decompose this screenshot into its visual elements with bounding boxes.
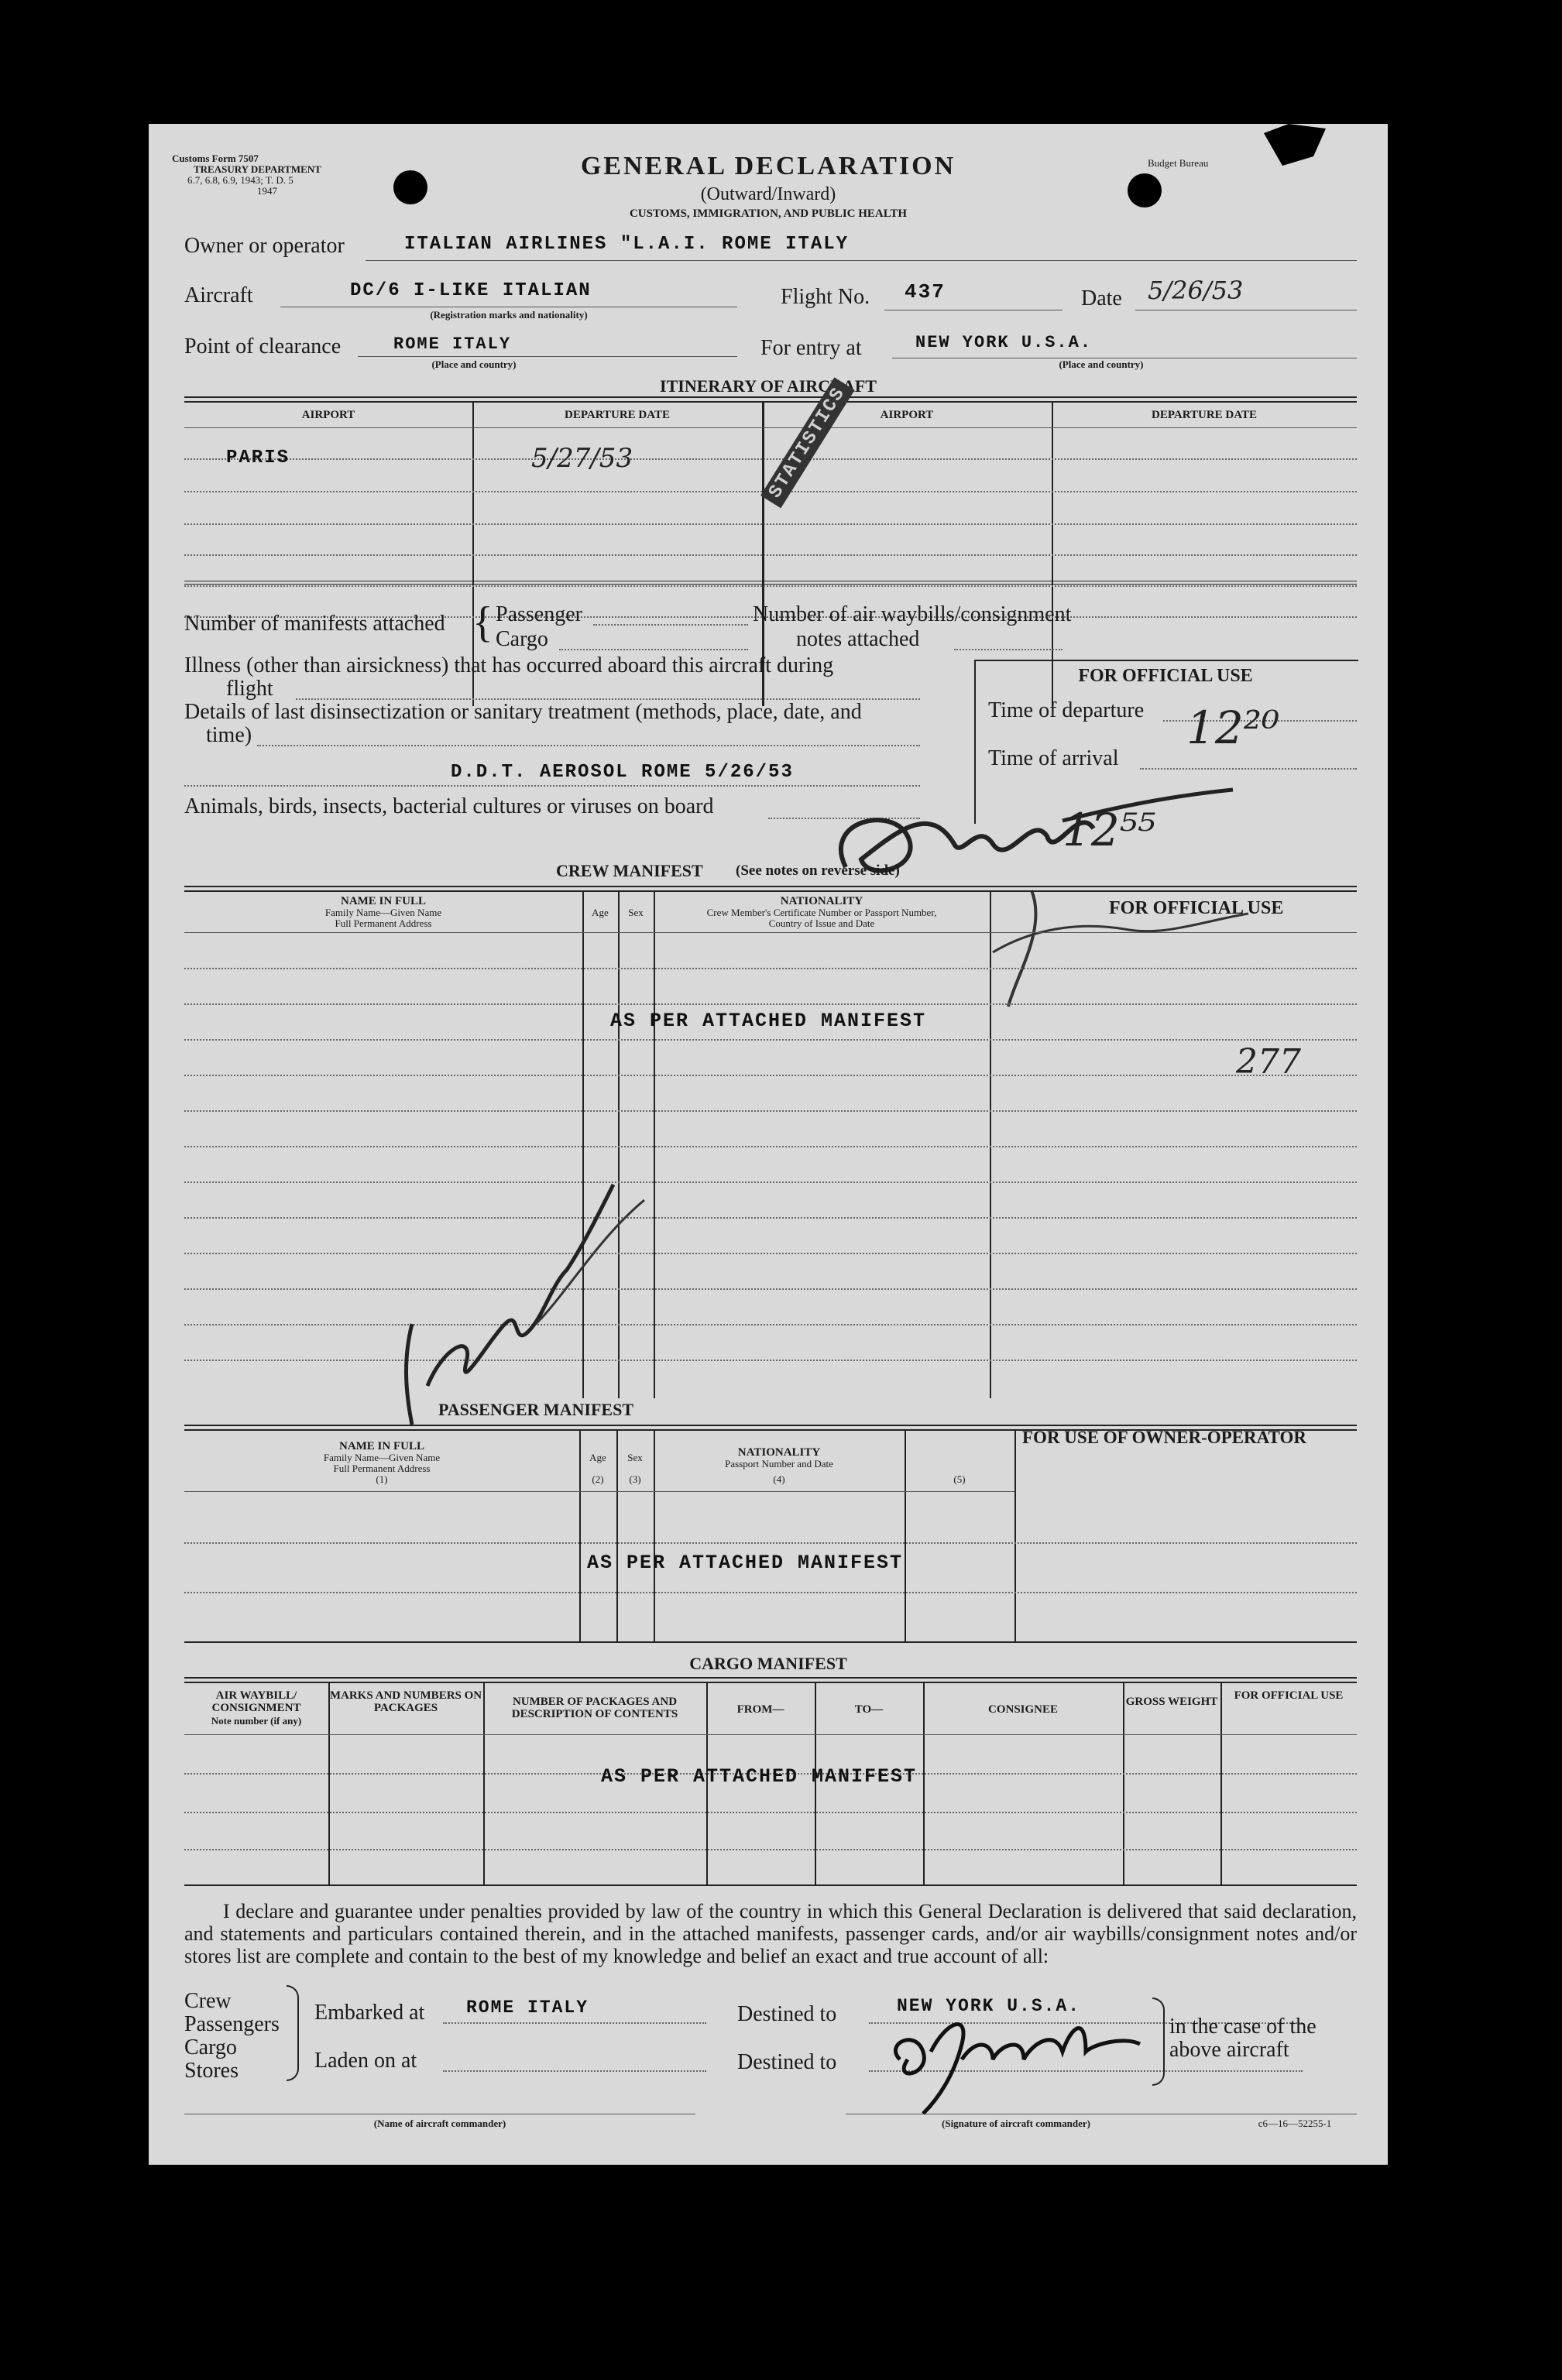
date-value: 5/26/53 — [1148, 276, 1244, 305]
time-arrival-label: Time of arrival — [988, 746, 1119, 770]
cargo-col-consignee: CONSIGNEE — [987, 1703, 1059, 1716]
pax-col-name-2: Family Name—Given Name — [323, 1452, 441, 1463]
itin-header-date-1: DEPARTURE DATE — [564, 409, 670, 421]
pax-col-n1: (1) — [376, 1473, 388, 1485]
official-use-title: FOR OFFICIAL USE — [1078, 666, 1253, 686]
punch-hole-left — [393, 170, 427, 204]
form-code: c6—16—52255-1 — [1258, 2118, 1332, 2129]
cargo-col-waybill-note: Note number (if any) — [211, 1715, 302, 1727]
declaration-form — [149, 124, 1388, 2165]
cargo-col-description: NUMBER OF PACKAGES AND DESCRIPTION OF CONTENTS — [511, 1696, 678, 1720]
pax-col-nat-2: Passport Number and Date — [725, 1458, 833, 1469]
name-note: (Name of aircraft commander) — [373, 2118, 506, 2129]
owner-value: ITALIAN AIRLINES "L.A.I. ROME ITALY — [404, 234, 850, 255]
crew-count: 277 — [1236, 1042, 1301, 1082]
date-label: Date — [1081, 286, 1122, 310]
handwritten-initials — [799, 774, 1388, 1177]
disinsect-label-2: time) — [206, 723, 252, 747]
form-id: Customs Form 7507 — [172, 153, 259, 164]
clearance-label: Point of clearance — [184, 334, 342, 358]
itin-header-date-2: DEPARTURE DATE — [1151, 409, 1257, 421]
stores-label: Stores — [184, 2059, 239, 2083]
manifests-label: Number of manifests attached — [184, 612, 445, 636]
crew-col-age: Age — [592, 907, 609, 918]
in-case-label: in the case of the — [1169, 2015, 1317, 2039]
illness-label-2: flight — [226, 677, 273, 701]
cargo-col-to: TO— — [854, 1703, 884, 1716]
time-arrival-value: 12⁵⁵ — [1063, 804, 1156, 856]
waybills-label-2: notes attached — [796, 627, 920, 651]
crew-col-nat-3: Country of Issue and Date — [768, 917, 875, 929]
pax-col-sex: Sex — [627, 1452, 643, 1463]
crew-title: CREW MANIFEST — [556, 861, 703, 880]
pax-col-nat: NATIONALITY — [737, 1446, 821, 1459]
aircraft-value: DC/6 I-LIKE ITALIAN — [350, 280, 592, 301]
pax-col-n2: (2) — [592, 1473, 604, 1485]
entry-note: (Place and country) — [1059, 358, 1144, 370]
handwritten-crew-note — [381, 1092, 660, 1448]
laden-label: Laden on at — [314, 2049, 417, 2073]
commander-signature — [877, 1998, 1155, 2121]
pax-entry: AS PER ATTACHED MANIFEST — [587, 1552, 904, 1574]
pax-col-name: NAME IN FULL — [338, 1440, 424, 1452]
cargo-col-waybill: AIR WAYBILL/ CONSIGNMENT — [211, 1689, 301, 1714]
pax-col-n5: (5) — [953, 1473, 966, 1485]
itinerary-title: ITINERARY OF AIRCRAFT — [660, 376, 877, 396]
cargo-label: Cargo — [496, 627, 548, 651]
form-title: GENERAL DECLARATION — [580, 152, 956, 180]
passenger-label: Passenger — [496, 602, 582, 626]
entry-label: For entry at — [760, 336, 862, 360]
cargo-col-official: FOR OFFICIAL USE — [1234, 1689, 1344, 1702]
disinsect-label: Details of last disinsectization or sanitary treatment (methods, place, date, and — [184, 700, 862, 724]
pax-col-name-3: Full Permanent Address — [333, 1463, 431, 1474]
destined-value: NEW YORK U.S.A. — [897, 1996, 1081, 2016]
itin-row1-airport: PARIS — [226, 448, 290, 468]
article-line: 6.7, 6.8, 6.9, 1943; T. D. 5 — [187, 174, 294, 186]
crew-label: Crew — [184, 1989, 232, 2013]
itin-header-airport-1: AIRPORT — [301, 409, 355, 421]
crew-col-official: FOR OFFICIAL USE — [1109, 898, 1284, 918]
clearance-value: ROME ITALY — [393, 334, 512, 354]
cargo-col-weight: GROSS WEIGHT — [1125, 1696, 1218, 1708]
aircraft-note: (Registration marks and nationality) — [430, 309, 588, 321]
crew-col-sex: Sex — [628, 907, 644, 918]
pax-col-owner: FOR USE OF OWNER-OPERATOR — [1022, 1428, 1306, 1447]
embarked-value: ROME ITALY — [466, 1998, 589, 2018]
crew-col-name-3: Full Permanent Address — [335, 917, 432, 929]
flight-label: Flight No. — [781, 285, 870, 309]
itin-header-airport-2: AIRPORT — [880, 409, 934, 421]
time-departure-value: 12²⁰ — [1186, 701, 1280, 754]
manifests-brace: { — [472, 598, 493, 646]
disinsect-value: D.D.T. AEROSOL ROME 5/26/53 — [451, 762, 794, 783]
illness-label: Illness (other than airsickness) that has occurred aboard this aircraft during — [184, 653, 834, 677]
crew-col-nat: NATIONALITY — [780, 895, 863, 907]
cargo-title: CARGO MANIFEST — [689, 1654, 847, 1673]
pax-col-age: Age — [589, 1452, 606, 1463]
dept-line: TREASURY DEPARTMENT — [194, 163, 321, 175]
clearance-note: (Place and country) — [431, 358, 517, 370]
crew-col-name-2: Family Name—Given Name — [324, 907, 442, 918]
flight-value: 437 — [905, 280, 946, 304]
aircraft-label: Aircraft — [184, 283, 253, 307]
signature-note: (Signature of aircraft commander) — [942, 2118, 1090, 2129]
above-aircraft-label: above aircraft — [1169, 2038, 1289, 2062]
pax-col-n4: (4) — [773, 1473, 785, 1485]
crew-title-note: (See notes on reverse side) — [736, 862, 900, 879]
pax-col-n3: (3) — [629, 1473, 641, 1485]
passenger-title: PASSENGER MANIFEST — [438, 1400, 634, 1419]
form-subtitle-2: CUSTOMS, IMMIGRATION, AND PUBLIC HEALTH — [629, 207, 908, 220]
punch-hole-right — [1128, 173, 1162, 207]
waybills-label: Number of air waybills/consignment — [753, 602, 1072, 626]
crew-col-name: NAME IN FULL — [340, 895, 426, 907]
cargo-col-marks: MARKS AND NUMBERS ON PACKAGES — [329, 1689, 482, 1714]
passengers-label: Passengers — [184, 2012, 280, 2036]
cargo-col-from: FROM— — [736, 1703, 784, 1716]
destined-label: Destined to — [737, 2002, 837, 2026]
statistics-stamp: STATISTICS — [760, 377, 855, 508]
cargo-decl-label: Cargo — [184, 2035, 237, 2059]
destined-label-2: Destined to — [737, 2050, 837, 2074]
budget-bureau: Budget Bureau — [1148, 157, 1209, 169]
form-subtitle: (Outward/Inward) — [700, 184, 836, 204]
embarked-label: Embarked at — [314, 2001, 425, 2025]
animals-label: Animals, birds, insects, bacterial cultures or viruses on board — [184, 794, 714, 818]
crew-entry: AS PER ATTACHED MANIFEST — [610, 1010, 927, 1032]
decl-brace-left — [287, 1985, 299, 2081]
declaration-text: I declare and guarantee under penalties provided by law of the country in which this General Declaration is delivered that said declaration, and statements and particulars contained therein, and in the attached manifests, passenger cards, and/or air waybills/consignment notes and/or stores list are complete and contain to the best of my knowledge and belief an exact and true account of all: — [184, 1900, 1357, 1967]
owner-label: Owner or operator — [184, 234, 345, 258]
time-departure-label: Time of departure — [988, 698, 1145, 722]
itin-row1-date: 5/27/53 — [531, 443, 633, 474]
cargo-entry: AS PER ATTACHED MANIFEST — [601, 1765, 918, 1788]
year-line: 1947 — [257, 185, 277, 197]
torn-corner — [1264, 124, 1326, 170]
crew-col-nat-2: Crew Member's Certificate Number or Passport Number, — [706, 907, 937, 918]
entry-value: NEW YORK U.S.A. — [915, 333, 1093, 352]
